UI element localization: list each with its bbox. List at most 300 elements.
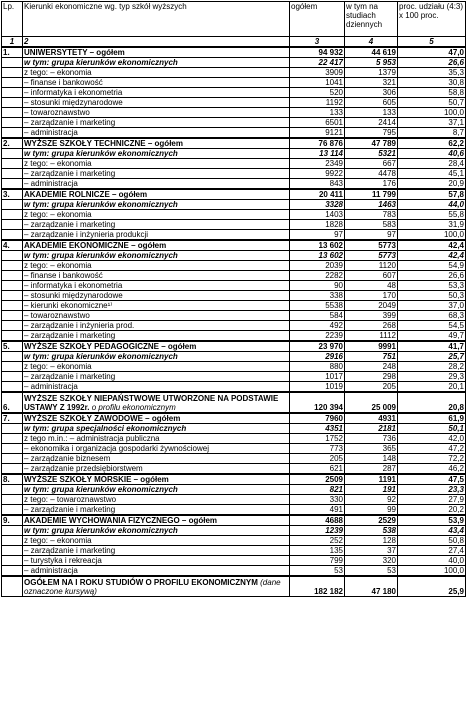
row-name — [23, 220, 290, 230]
row-full-time: 538 — [345, 526, 398, 536]
row-name — [23, 271, 290, 281]
table-row — [2, 311, 466, 321]
row-share: 68,3 — [398, 311, 466, 321]
table-row — [2, 47, 466, 58]
row-name — [23, 515, 290, 526]
row-name-text: AKADEMIE WYCHOWANIA FIZYCZNEGO – ogółem — [24, 516, 218, 525]
table-row — [2, 220, 466, 230]
row-name-text: w tym: grupa kierunków ekonomicznych — [24, 149, 178, 158]
row-lp — [2, 68, 23, 78]
table-row — [2, 556, 466, 566]
row-share: 28,4 — [398, 159, 466, 169]
row-name-text: w tym: grupa kierunków ekonomicznych — [24, 200, 178, 209]
row-lp — [2, 281, 23, 291]
row-name — [23, 526, 290, 536]
table-row — [2, 372, 466, 382]
row-name-text: w tym: grupa kierunków ekonomicznych — [24, 251, 178, 260]
row-full-time: 2181 — [345, 424, 398, 434]
row-full-time: 9991 — [345, 341, 398, 352]
row-total: 2239 — [290, 331, 345, 342]
row-share: 54,5 — [398, 321, 466, 331]
column-number: 5 — [398, 37, 466, 48]
row-total: 1041 — [290, 78, 345, 88]
row-full-time: 1379 — [345, 68, 398, 78]
table-row — [2, 88, 466, 98]
row-lp — [2, 58, 23, 68]
economics-students-table — [1, 1, 466, 597]
row-name — [23, 179, 290, 190]
row-name-text: z tego: – ekonomia — [24, 536, 92, 545]
row-total: 491 — [290, 505, 345, 516]
row-share: 43,4 — [398, 526, 466, 536]
row-name-text: – towaroznawstwo — [24, 311, 90, 320]
row-name-text: – kierunki ekonomiczne¹⁾ — [24, 301, 113, 310]
row-lp — [2, 230, 23, 241]
row-total: 843 — [290, 179, 345, 190]
table-row — [2, 526, 466, 536]
row-name — [23, 372, 290, 382]
row-full-time: 97 — [345, 230, 398, 241]
row-name-text: WYŻSZE SZKOŁY ZAWODOWE – ogółem — [24, 414, 181, 423]
row-share: 25,7 — [398, 352, 466, 362]
table-row — [2, 413, 466, 424]
row-name-text: – finanse i bankowość — [24, 271, 103, 280]
row-name-text: – zarządzanie i marketing — [24, 169, 116, 178]
row-full-time: 667 — [345, 159, 398, 169]
table-row — [2, 138, 466, 149]
row-share: 54,9 — [398, 261, 466, 271]
column-number: 4 — [345, 37, 398, 48]
row-name-text: – zarządzanie i marketing — [24, 372, 116, 381]
row-lp — [2, 291, 23, 301]
row-full-time: 5321 — [345, 149, 398, 159]
row-name — [23, 58, 290, 68]
table-row — [2, 210, 466, 220]
row-total: 2282 — [290, 271, 345, 281]
row-name-text: – administracja — [24, 179, 78, 188]
table-row — [2, 78, 466, 88]
row-lp: 2. — [2, 138, 23, 149]
row-name-text: – stosunki międzynarodowe — [24, 291, 123, 300]
row-lp — [2, 424, 23, 434]
row-total: 1752 — [290, 434, 345, 444]
row-total: 1017 — [290, 372, 345, 382]
row-full-time: 583 — [345, 220, 398, 230]
row-share: 42,4 — [398, 251, 466, 261]
table-row — [2, 444, 466, 454]
row-total: 880 — [290, 362, 345, 372]
row-name-text: – informatyka i ekonometria — [24, 88, 123, 97]
row-total: 97 — [290, 230, 345, 241]
row-full-time: 5773 — [345, 240, 398, 251]
row-name-text: z tego: – ekonomia — [24, 159, 92, 168]
row-total: 76 876 — [290, 138, 345, 149]
row-total: 2916 — [290, 352, 345, 362]
row-share: 20,9 — [398, 179, 466, 190]
row-full-time: 133 — [345, 108, 398, 118]
row-full-time: 92 — [345, 495, 398, 505]
row-name-text: – stosunki międzynarodowe — [24, 98, 123, 107]
row-name — [23, 341, 290, 352]
row-name-text: z tego m.in.: – administracja publiczna — [24, 434, 160, 443]
table-row — [2, 301, 466, 311]
row-total: 205 — [290, 454, 345, 464]
header-total: ogółem — [290, 2, 345, 37]
row-lp — [2, 526, 23, 536]
row-share: 25,9 — [398, 576, 466, 597]
row-name-text: – towaroznawstwo — [24, 108, 90, 117]
row-lp — [2, 444, 23, 454]
table-row — [2, 454, 466, 464]
row-lp — [2, 505, 23, 516]
row-name — [23, 118, 290, 128]
row-name — [23, 331, 290, 342]
row-name — [23, 281, 290, 291]
row-share: 20,1 — [398, 382, 466, 393]
row-name-text: – zarządzanie i inżynieria prod. — [24, 321, 135, 330]
row-name-text: z tego: – ekonomia — [24, 68, 92, 77]
header-share: proc. udziału (4:3) x 100 proc. — [398, 2, 466, 37]
row-total: 4351 — [290, 424, 345, 434]
row-full-time: 25 009 — [345, 392, 398, 413]
row-name — [23, 210, 290, 220]
row-share: 30,8 — [398, 78, 466, 88]
row-total: 9121 — [290, 128, 345, 139]
row-lp — [2, 372, 23, 382]
row-total: 135 — [290, 546, 345, 556]
row-share: 47,2 — [398, 444, 466, 454]
row-share: 50,7 — [398, 98, 466, 108]
row-lp — [2, 169, 23, 179]
table-row — [2, 251, 466, 261]
column-number: 3 — [290, 37, 345, 48]
row-name — [23, 138, 290, 149]
table-row — [2, 321, 466, 331]
row-share: 42,4 — [398, 240, 466, 251]
row-total: 492 — [290, 321, 345, 331]
row-share: 61,9 — [398, 413, 466, 424]
row-name-text: – finanse i bankowość — [24, 78, 103, 87]
row-total: 821 — [290, 485, 345, 495]
row-full-time: 11 799 — [345, 189, 398, 200]
row-name — [23, 261, 290, 271]
table-row — [2, 291, 466, 301]
row-name — [23, 495, 290, 505]
row-lp — [2, 301, 23, 311]
row-full-time: 298 — [345, 372, 398, 382]
row-lp — [2, 495, 23, 505]
row-share: 42,0 — [398, 434, 466, 444]
row-total: 7960 — [290, 413, 345, 424]
row-name — [23, 321, 290, 331]
row-share: 55,8 — [398, 210, 466, 220]
row-total: 94 932 — [290, 47, 345, 58]
row-full-time: 248 — [345, 362, 398, 372]
row-full-time: 1463 — [345, 200, 398, 210]
row-full-time: 306 — [345, 88, 398, 98]
row-share: 27,4 — [398, 546, 466, 556]
row-share: 35,3 — [398, 68, 466, 78]
table-body — [2, 47, 466, 597]
row-name — [23, 68, 290, 78]
row-full-time: 268 — [345, 321, 398, 331]
row-full-time: 176 — [345, 179, 398, 190]
row-name — [23, 424, 290, 434]
row-share: 53,3 — [398, 281, 466, 291]
row-name — [23, 78, 290, 88]
row-full-time: 1112 — [345, 331, 398, 342]
row-total: 5538 — [290, 301, 345, 311]
row-total: 1192 — [290, 98, 345, 108]
row-name-text: UNIWERSYTETY – ogółem — [24, 48, 125, 57]
row-full-time: 1191 — [345, 474, 398, 485]
row-lp: 8. — [2, 474, 23, 485]
row-full-time: 365 — [345, 444, 398, 454]
header-name: Kierunki ekonomiczne wg. typ szkół wyższych — [23, 2, 290, 37]
row-share: 50,3 — [398, 291, 466, 301]
row-total: 13 602 — [290, 251, 345, 261]
row-share: 40,6 — [398, 149, 466, 159]
row-total: 6501 — [290, 118, 345, 128]
row-lp — [2, 321, 23, 331]
header-full-time: w tym na studiach dziennych — [345, 2, 398, 37]
row-share: 50,8 — [398, 536, 466, 546]
row-lp: 3. — [2, 189, 23, 200]
row-name-text: z tego: – ekonomia — [24, 362, 92, 371]
table-row — [2, 424, 466, 434]
table-row — [2, 281, 466, 291]
row-name — [23, 454, 290, 464]
row-lp — [2, 271, 23, 281]
row-full-time: 783 — [345, 210, 398, 220]
row-name-text: AKADEMIE EKONOMICZNE – ogółem — [24, 241, 167, 250]
row-lp — [2, 210, 23, 220]
row-total: 22 417 — [290, 58, 345, 68]
row-share: 100,0 — [398, 566, 466, 577]
row-name — [23, 566, 290, 577]
row-full-time: 736 — [345, 434, 398, 444]
row-total: 23 970 — [290, 341, 345, 352]
table-row — [2, 382, 466, 393]
row-full-time: 1120 — [345, 261, 398, 271]
row-name-text: – ekonomika i organizacja gospodarki żywnościowej — [24, 444, 209, 453]
table-row — [2, 98, 466, 108]
row-share: 37,0 — [398, 301, 466, 311]
row-full-time: 751 — [345, 352, 398, 362]
row-name — [23, 464, 290, 475]
row-total: 1403 — [290, 210, 345, 220]
row-share: 27,9 — [398, 495, 466, 505]
row-total: 13 602 — [290, 240, 345, 251]
row-full-time: 2529 — [345, 515, 398, 526]
row-total: 133 — [290, 108, 345, 118]
row-share: 100,0 — [398, 108, 466, 118]
row-name-text: z tego: – ekonomia — [24, 210, 92, 219]
row-total: 4688 — [290, 515, 345, 526]
row-name-text: OGÓŁEM NA I ROKU STUDIÓW O PROFILU EKONOMICZNYM — [24, 578, 258, 587]
row-share: 100,0 — [398, 230, 466, 241]
row-lp — [2, 454, 23, 464]
row-name — [23, 444, 290, 454]
table-row — [2, 474, 466, 485]
table-row — [2, 536, 466, 546]
row-name-text: – turystyka i rekreacja — [24, 556, 102, 565]
table-row — [2, 331, 466, 342]
row-total: 252 — [290, 536, 345, 546]
row-name — [23, 108, 290, 118]
table-row — [2, 352, 466, 362]
row-lp — [2, 311, 23, 321]
row-name-text: – administracja — [24, 128, 78, 137]
row-lp: 1. — [2, 47, 23, 58]
row-name — [23, 546, 290, 556]
row-name-text: – zarządzanie i marketing — [24, 118, 116, 127]
row-lp — [2, 98, 23, 108]
row-share: 26,6 — [398, 58, 466, 68]
row-name-text: – zarządzanie i marketing — [24, 546, 116, 555]
table-row — [2, 392, 466, 413]
row-name-text: – zarządzanie biznesem — [24, 454, 111, 463]
row-total: 1019 — [290, 382, 345, 393]
row-total: 90 — [290, 281, 345, 291]
row-name-text: w tym: grupa kierunków ekonomicznych — [24, 58, 178, 67]
row-name — [23, 159, 290, 169]
row-lp — [2, 128, 23, 139]
row-share: 45,1 — [398, 169, 466, 179]
table-row — [2, 546, 466, 556]
table-row — [2, 505, 466, 516]
row-total: 2349 — [290, 159, 345, 169]
row-full-time: 4478 — [345, 169, 398, 179]
row-total: 1828 — [290, 220, 345, 230]
column-number-row — [2, 37, 466, 48]
row-total: 799 — [290, 556, 345, 566]
row-total: 3328 — [290, 200, 345, 210]
row-full-time: 399 — [345, 311, 398, 321]
row-name-text: – zarządzanie i marketing — [24, 220, 116, 229]
row-name-text: WYŻSZE SZKOŁY NIEPAŃSTWOWE UTWORZONE NA PODSTAWIE USTAWY Z 1992r. — [24, 394, 279, 412]
table-row — [2, 434, 466, 444]
row-name — [23, 189, 290, 200]
row-lp — [2, 382, 23, 393]
row-name — [23, 362, 290, 372]
table-row — [2, 128, 466, 139]
table-row — [2, 341, 466, 352]
row-total: 120 394 — [290, 392, 345, 413]
table-row — [2, 240, 466, 251]
row-lp — [2, 566, 23, 577]
row-share: 8,7 — [398, 128, 466, 139]
row-total: 1239 — [290, 526, 345, 536]
row-name-text: w tym: grupa specjalności ekonomicznych — [24, 424, 187, 433]
table-row — [2, 200, 466, 210]
row-lp — [2, 78, 23, 88]
table-row — [2, 118, 466, 128]
row-total: 2509 — [290, 474, 345, 485]
row-total: 584 — [290, 311, 345, 321]
row-full-time: 287 — [345, 464, 398, 475]
row-name-text: WYŻSZE SZKOŁY MORSKIE – ogółem — [24, 475, 169, 484]
row-name-text: – zarządzanie i marketing — [24, 331, 116, 340]
row-total: 13 114 — [290, 149, 345, 159]
header-lp: Lp. — [2, 2, 23, 37]
row-full-time: 170 — [345, 291, 398, 301]
row-share: 53,9 — [398, 515, 466, 526]
row-name-note: (dane oznaczone kursywą) — [24, 578, 281, 596]
row-full-time: 5 953 — [345, 58, 398, 68]
header-row — [2, 2, 466, 37]
table-row — [2, 495, 466, 505]
row-share: 49,7 — [398, 331, 466, 342]
row-share: 62,2 — [398, 138, 466, 149]
row-share: 29,3 — [398, 372, 466, 382]
table-row — [2, 271, 466, 281]
row-name — [23, 485, 290, 495]
row-name-text: z tego: – ekonomia — [24, 261, 92, 270]
row-name-text: – administracja — [24, 382, 78, 391]
row-total: 9922 — [290, 169, 345, 179]
row-lp: 6. — [2, 392, 23, 413]
row-share: 41,7 — [398, 341, 466, 352]
table-row — [2, 515, 466, 526]
row-lp — [2, 536, 23, 546]
table-row — [2, 576, 466, 597]
table-row — [2, 58, 466, 68]
row-total: 520 — [290, 88, 345, 98]
table-row — [2, 179, 466, 190]
row-name-text: WYŻSZE SZKOŁY PEDAGOGICZNE – ogółem — [24, 342, 197, 351]
table-row — [2, 464, 466, 475]
row-share: 20,8 — [398, 392, 466, 413]
row-total: 330 — [290, 495, 345, 505]
row-share: 47,5 — [398, 474, 466, 485]
table-row — [2, 362, 466, 372]
row-name — [23, 536, 290, 546]
row-name — [23, 200, 290, 210]
row-lp — [2, 362, 23, 372]
row-total: 182 182 — [290, 576, 345, 597]
row-lp — [2, 220, 23, 230]
column-number: 2 — [23, 37, 290, 48]
row-lp: 5. — [2, 341, 23, 352]
row-share: 50,1 — [398, 424, 466, 434]
row-full-time: 2049 — [345, 301, 398, 311]
row-name — [23, 149, 290, 159]
table-row — [2, 485, 466, 495]
row-name — [23, 88, 290, 98]
row-full-time: 37 — [345, 546, 398, 556]
row-name — [23, 505, 290, 516]
row-share: 37,1 — [398, 118, 466, 128]
row-share: 72,2 — [398, 454, 466, 464]
row-lp — [2, 352, 23, 362]
table-row — [2, 169, 466, 179]
row-share: 44,0 — [398, 200, 466, 210]
row-name-text: – zarządzanie i inżynieria produkcji — [24, 230, 149, 239]
row-lp: 9. — [2, 515, 23, 526]
row-lp — [2, 118, 23, 128]
row-name-text: w tym: grupa kierunków ekonomicznych — [24, 526, 178, 535]
row-name-note: o profilu ekonomicznym — [89, 403, 176, 412]
row-total: 3909 — [290, 68, 345, 78]
table-row — [2, 149, 466, 159]
row-total: 338 — [290, 291, 345, 301]
row-full-time: 4931 — [345, 413, 398, 424]
column-number: 1 — [2, 37, 23, 48]
table-row — [2, 159, 466, 169]
row-name-text: – zarządzanie i marketing — [24, 505, 116, 514]
table-row — [2, 108, 466, 118]
